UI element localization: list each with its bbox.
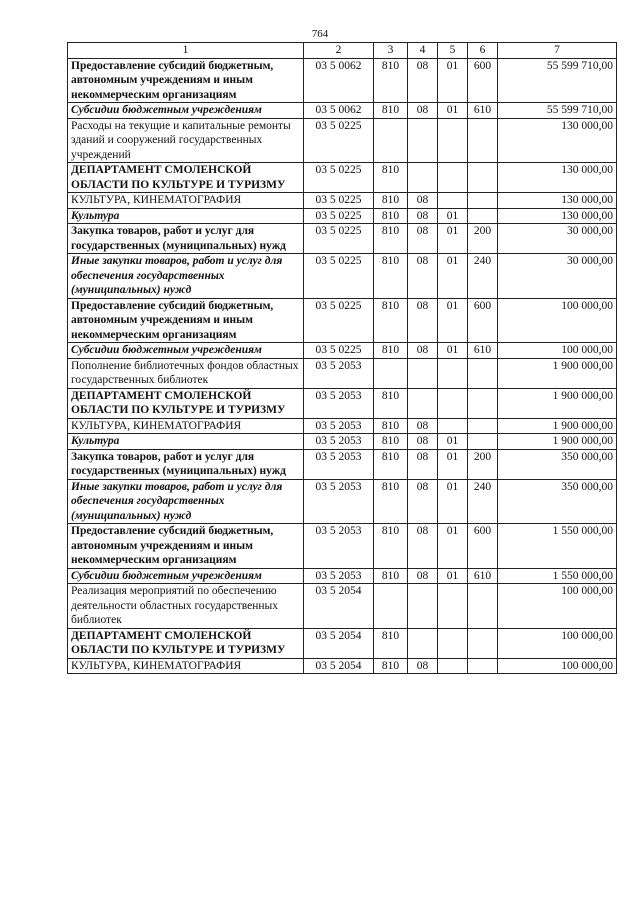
row-code-cell: 03 5 0225 bbox=[304, 224, 374, 254]
row-col4-cell: 08 bbox=[408, 254, 438, 299]
row-col4-cell bbox=[408, 118, 438, 163]
row-code-cell: 03 5 2054 bbox=[304, 584, 374, 629]
row-name-cell: Предоставление субсидий бюджетным, автономным учреждениям и иным некоммерческим организациям bbox=[68, 298, 304, 343]
row-col6-cell: 240 bbox=[468, 479, 498, 524]
row-col5-cell bbox=[438, 388, 468, 418]
row-name-cell: Реализация мероприятий по обеспечению деятельности областных государственных библиотек bbox=[68, 584, 304, 629]
page-number: 764 bbox=[311, 28, 329, 40]
table-row bbox=[68, 208, 617, 224]
row-col3-cell: 810 bbox=[374, 434, 408, 450]
row-col6-cell bbox=[468, 658, 498, 674]
row-sum-cell: 55 599 710,00 bbox=[498, 103, 617, 119]
row-code-cell: 03 5 2053 bbox=[304, 524, 374, 569]
row-col5-cell bbox=[438, 628, 468, 658]
table-row bbox=[68, 298, 617, 343]
row-name-cell: Предоставление субсидий бюджетным, автономным учреждениям и иным некоммерческим организациям bbox=[68, 58, 304, 103]
row-code-cell: 03 5 2053 bbox=[304, 449, 374, 479]
row-col3-cell bbox=[374, 358, 408, 388]
row-col5-cell bbox=[438, 584, 468, 629]
table-row bbox=[68, 479, 617, 524]
table-row bbox=[68, 118, 617, 163]
row-sum-cell: 130 000,00 bbox=[498, 208, 617, 224]
table-row bbox=[68, 163, 617, 193]
table-row bbox=[68, 658, 617, 674]
row-sum-cell: 1 550 000,00 bbox=[498, 568, 617, 584]
column-header-7: 7 bbox=[498, 43, 617, 59]
row-col6-cell bbox=[468, 628, 498, 658]
row-col5-cell bbox=[438, 418, 468, 434]
row-code-cell: 03 5 0225 bbox=[304, 118, 374, 163]
row-col3-cell: 810 bbox=[374, 658, 408, 674]
table-row bbox=[68, 103, 617, 119]
row-name-cell: КУЛЬТУРА, КИНЕМАТОГРАФИЯ bbox=[68, 193, 304, 209]
row-col6-cell bbox=[468, 193, 498, 209]
row-sum-cell: 100 000,00 bbox=[498, 298, 617, 343]
row-col3-cell bbox=[374, 584, 408, 629]
column-header-2: 2 bbox=[304, 43, 374, 59]
row-col4-cell: 08 bbox=[408, 193, 438, 209]
row-sum-cell: 100 000,00 bbox=[498, 658, 617, 674]
row-name-cell: Иные закупки товаров, работ и услуг для обеспечения государственных (муниципальных) нужд bbox=[68, 254, 304, 299]
row-col4-cell: 08 bbox=[408, 524, 438, 569]
row-col4-cell: 08 bbox=[408, 568, 438, 584]
row-name-cell: ДЕПАРТАМЕНТ СМОЛЕНСКОЙ ОБЛАСТИ ПО КУЛЬТУРЕ И ТУРИЗМУ bbox=[68, 388, 304, 418]
row-col4-cell: 08 bbox=[408, 224, 438, 254]
row-code-cell: 03 5 2053 bbox=[304, 418, 374, 434]
row-col4-cell bbox=[408, 358, 438, 388]
row-col6-cell bbox=[468, 418, 498, 434]
row-col6-cell: 240 bbox=[468, 254, 498, 299]
row-code-cell: 03 5 0225 bbox=[304, 163, 374, 193]
row-col6-cell: 600 bbox=[468, 524, 498, 569]
row-col5-cell: 01 bbox=[438, 434, 468, 450]
row-col6-cell: 610 bbox=[468, 103, 498, 119]
table-row bbox=[68, 193, 617, 209]
row-sum-cell: 30 000,00 bbox=[498, 224, 617, 254]
row-col4-cell: 08 bbox=[408, 449, 438, 479]
row-name-cell: Закупка товаров, работ и услуг для государственных (муниципальных) нужд bbox=[68, 224, 304, 254]
row-col5-cell: 01 bbox=[438, 254, 468, 299]
row-col3-cell: 810 bbox=[374, 193, 408, 209]
row-col4-cell: 08 bbox=[408, 418, 438, 434]
row-col3-cell: 810 bbox=[374, 418, 408, 434]
row-col6-cell bbox=[468, 208, 498, 224]
table-row bbox=[68, 418, 617, 434]
row-col4-cell: 08 bbox=[408, 434, 438, 450]
row-col3-cell: 810 bbox=[374, 524, 408, 569]
row-sum-cell: 130 000,00 bbox=[498, 118, 617, 163]
row-col4-cell: 08 bbox=[408, 298, 438, 343]
row-code-cell: 03 5 0225 bbox=[304, 208, 374, 224]
row-col6-cell: 200 bbox=[468, 449, 498, 479]
row-col6-cell bbox=[468, 434, 498, 450]
row-name-cell: Расходы на текущие и капитальные ремонты зданий и сооружений государственных учреждений bbox=[68, 118, 304, 163]
row-name-cell: Закупка товаров, работ и услуг для государственных (муниципальных) нужд bbox=[68, 449, 304, 479]
row-sum-cell: 1 900 000,00 bbox=[498, 434, 617, 450]
row-col5-cell bbox=[438, 358, 468, 388]
row-col5-cell bbox=[438, 658, 468, 674]
row-col3-cell: 810 bbox=[374, 224, 408, 254]
row-col3-cell: 810 bbox=[374, 388, 408, 418]
row-col3-cell: 810 bbox=[374, 163, 408, 193]
row-code-cell: 03 5 2053 bbox=[304, 358, 374, 388]
row-code-cell: 03 5 0062 bbox=[304, 58, 374, 103]
row-col3-cell: 810 bbox=[374, 254, 408, 299]
row-sum-cell: 350 000,00 bbox=[498, 479, 617, 524]
row-sum-cell: 1 900 000,00 bbox=[498, 388, 617, 418]
row-sum-cell: 30 000,00 bbox=[498, 254, 617, 299]
row-name-cell: Культура bbox=[68, 434, 304, 450]
row-sum-cell: 1 900 000,00 bbox=[498, 358, 617, 388]
row-col6-cell bbox=[468, 163, 498, 193]
row-code-cell: 03 5 2053 bbox=[304, 434, 374, 450]
row-name-cell: Субсидии бюджетным учреждениям bbox=[68, 568, 304, 584]
row-col3-cell: 810 bbox=[374, 449, 408, 479]
row-sum-cell: 130 000,00 bbox=[498, 193, 617, 209]
row-sum-cell: 1 900 000,00 bbox=[498, 418, 617, 434]
row-name-cell: КУЛЬТУРА, КИНЕМАТОГРАФИЯ bbox=[68, 418, 304, 434]
row-col6-cell: 200 bbox=[468, 224, 498, 254]
table-row bbox=[68, 58, 617, 103]
row-col3-cell: 810 bbox=[374, 568, 408, 584]
row-col4-cell: 08 bbox=[408, 208, 438, 224]
table-row bbox=[68, 224, 617, 254]
table-row bbox=[68, 388, 617, 418]
row-code-cell: 03 5 0062 bbox=[304, 103, 374, 119]
table-row bbox=[68, 358, 617, 388]
row-col6-cell bbox=[468, 118, 498, 163]
row-code-cell: 03 5 2053 bbox=[304, 479, 374, 524]
row-col5-cell bbox=[438, 118, 468, 163]
row-col6-cell bbox=[468, 584, 498, 629]
row-sum-cell: 55 599 710,00 bbox=[498, 58, 617, 103]
column-header-1: 1 bbox=[68, 43, 304, 59]
row-col5-cell: 01 bbox=[438, 58, 468, 103]
row-code-cell: 03 5 2053 bbox=[304, 388, 374, 418]
row-name-cell: Предоставление субсидий бюджетным, автономным учреждениям и иным некоммерческим организациям bbox=[68, 524, 304, 569]
row-sum-cell: 1 550 000,00 bbox=[498, 524, 617, 569]
row-col6-cell bbox=[468, 358, 498, 388]
row-col5-cell: 01 bbox=[438, 479, 468, 524]
row-col3-cell: 810 bbox=[374, 208, 408, 224]
row-name-cell: ДЕПАРТАМЕНТ СМОЛЕНСКОЙ ОБЛАСТИ ПО КУЛЬТУРЕ И ТУРИЗМУ bbox=[68, 163, 304, 193]
row-col5-cell: 01 bbox=[438, 524, 468, 569]
row-col5-cell: 01 bbox=[438, 449, 468, 479]
row-col4-cell bbox=[408, 388, 438, 418]
table-row bbox=[68, 449, 617, 479]
row-col3-cell: 810 bbox=[374, 479, 408, 524]
row-col5-cell: 01 bbox=[438, 208, 468, 224]
table-header-row bbox=[68, 43, 617, 59]
row-sum-cell: 100 000,00 bbox=[498, 584, 617, 629]
row-col6-cell: 600 bbox=[468, 298, 498, 343]
row-code-cell: 03 5 0225 bbox=[304, 193, 374, 209]
row-name-cell: КУЛЬТУРА, КИНЕМАТОГРАФИЯ bbox=[68, 658, 304, 674]
row-col6-cell: 600 bbox=[468, 58, 498, 103]
row-code-cell: 03 5 0225 bbox=[304, 254, 374, 299]
row-col3-cell bbox=[374, 118, 408, 163]
table-row bbox=[68, 434, 617, 450]
row-code-cell: 03 5 2053 bbox=[304, 568, 374, 584]
table-row bbox=[68, 568, 617, 584]
table-row bbox=[68, 524, 617, 569]
row-col3-cell: 810 bbox=[374, 628, 408, 658]
column-header-4: 4 bbox=[408, 43, 438, 59]
row-col5-cell bbox=[438, 163, 468, 193]
row-col6-cell bbox=[468, 388, 498, 418]
row-code-cell: 03 5 0225 bbox=[304, 343, 374, 359]
row-col5-cell: 01 bbox=[438, 568, 468, 584]
row-col5-cell: 01 bbox=[438, 343, 468, 359]
row-col4-cell: 08 bbox=[408, 343, 438, 359]
row-name-cell: Пополнение библиотечных фондов областных государственных библиотек bbox=[68, 358, 304, 388]
row-name-cell: ДЕПАРТАМЕНТ СМОЛЕНСКОЙ ОБЛАСТИ ПО КУЛЬТУРЕ И ТУРИЗМУ bbox=[68, 628, 304, 658]
table-body bbox=[68, 58, 617, 674]
row-col3-cell: 810 bbox=[374, 298, 408, 343]
row-col5-cell: 01 bbox=[438, 224, 468, 254]
row-code-cell: 03 5 0225 bbox=[304, 298, 374, 343]
row-col3-cell: 810 bbox=[374, 58, 408, 103]
row-sum-cell: 100 000,00 bbox=[498, 343, 617, 359]
row-col3-cell: 810 bbox=[374, 343, 408, 359]
table-row bbox=[68, 343, 617, 359]
column-header-6: 6 bbox=[468, 43, 498, 59]
row-col5-cell: 01 bbox=[438, 103, 468, 119]
row-col4-cell: 08 bbox=[408, 658, 438, 674]
row-name-cell: Культура bbox=[68, 208, 304, 224]
row-col4-cell bbox=[408, 584, 438, 629]
row-sum-cell: 130 000,00 bbox=[498, 163, 617, 193]
row-name-cell: Иные закупки товаров, работ и услуг для обеспечения государственных (муниципальных) нужд bbox=[68, 479, 304, 524]
row-sum-cell: 100 000,00 bbox=[498, 628, 617, 658]
row-code-cell: 03 5 2054 bbox=[304, 628, 374, 658]
budget-table bbox=[67, 42, 617, 674]
row-col5-cell: 01 bbox=[438, 298, 468, 343]
row-name-cell: Субсидии бюджетным учреждениям bbox=[68, 103, 304, 119]
row-col3-cell: 810 bbox=[374, 103, 408, 119]
column-header-3: 3 bbox=[374, 43, 408, 59]
row-col4-cell bbox=[408, 628, 438, 658]
row-col4-cell: 08 bbox=[408, 479, 438, 524]
row-col4-cell bbox=[408, 163, 438, 193]
row-name-cell: Субсидии бюджетным учреждениям bbox=[68, 343, 304, 359]
row-col6-cell: 610 bbox=[468, 568, 498, 584]
row-col4-cell: 08 bbox=[408, 58, 438, 103]
row-sum-cell: 350 000,00 bbox=[498, 449, 617, 479]
row-col5-cell bbox=[438, 193, 468, 209]
table-row bbox=[68, 628, 617, 658]
row-col4-cell: 08 bbox=[408, 103, 438, 119]
table-row bbox=[68, 584, 617, 629]
column-header-5: 5 bbox=[438, 43, 468, 59]
row-col6-cell: 610 bbox=[468, 343, 498, 359]
table-row bbox=[68, 254, 617, 299]
row-code-cell: 03 5 2054 bbox=[304, 658, 374, 674]
